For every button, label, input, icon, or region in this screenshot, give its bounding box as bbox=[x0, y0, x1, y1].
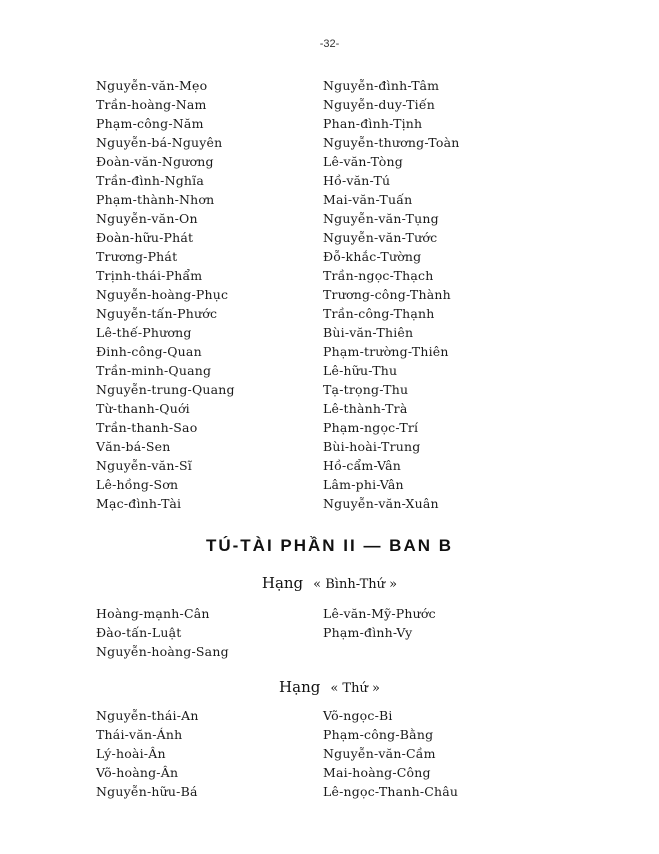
list-item: Võ-ngọc-Bi bbox=[323, 708, 393, 723]
rank-name: « Thứ » bbox=[330, 681, 380, 696]
list-item: Hồ-cẩm-Vân bbox=[323, 458, 401, 473]
list-item: Hồ-văn-Tú bbox=[323, 173, 391, 188]
list-item: Nguyễn-trung-Quang bbox=[96, 382, 235, 397]
list-item: Đoàn-văn-Ngương bbox=[96, 154, 214, 169]
list-item: Hoàng-mạnh-Cân bbox=[96, 606, 210, 621]
list-item: Lý-hoài-Ân bbox=[96, 746, 166, 761]
section-title: TÚ-TÀI PHẦN II — BAN B bbox=[205, 536, 454, 555]
list-item: Nguyễn-hữu-Bá bbox=[96, 784, 198, 799]
list-item: Bùi-hoài-Trung bbox=[323, 439, 421, 454]
list-item: Nguyễn-văn-Mẹo bbox=[96, 78, 208, 93]
list-item: Nguyễn-duy-Tiến bbox=[323, 97, 435, 112]
list-item: Nguyễn-hoàng-Phục bbox=[96, 287, 229, 302]
list-item: Lê-thế-Phương bbox=[96, 325, 192, 340]
binh-thu-list-left bbox=[96, 604, 229, 661]
list-item: Nguyễn-văn-Tước bbox=[323, 230, 438, 245]
list-item: Trần-thanh-Sao bbox=[96, 420, 198, 435]
list-item: Lâm-phi-Vân bbox=[323, 477, 404, 492]
page-number: -32- bbox=[319, 38, 340, 50]
list-item: Mạc-đình-Tài bbox=[96, 496, 182, 511]
binh-thu-list-right bbox=[323, 604, 436, 642]
list-item: Trần-ngọc-Thạch bbox=[323, 268, 434, 283]
list-item: Đinh-công-Quan bbox=[96, 344, 202, 359]
list-item: Nguyễn-bá-Nguyên bbox=[96, 135, 223, 150]
name-list-left bbox=[96, 76, 235, 513]
rank-name: « Bình-Thứ » bbox=[313, 577, 398, 592]
list-item: Lê-văn-Mỹ-Phước bbox=[323, 606, 436, 621]
list-item: Võ-hoàng-Ân bbox=[96, 765, 179, 780]
list-item: Nguyễn-thái-An bbox=[96, 708, 199, 723]
list-item: Đào-tấn-Luật bbox=[96, 625, 182, 640]
name-list-right bbox=[323, 76, 460, 513]
list-item: Trương-công-Thành bbox=[323, 287, 451, 302]
list-item: Phạm-ngọc-Trí bbox=[323, 420, 419, 435]
list-item: Nguyễn-hoàng-Sang bbox=[96, 644, 229, 659]
list-item: Đỗ-khắc-Tường bbox=[323, 249, 422, 264]
list-item: Lê-thành-Trà bbox=[323, 401, 408, 416]
list-item: Phạm-thành-Nhơn bbox=[96, 192, 215, 207]
list-item: Lê-ngọc-Thanh-Châu bbox=[323, 784, 459, 799]
list-item: Bùi-văn-Thiên bbox=[323, 325, 414, 340]
thu-list-left bbox=[96, 706, 199, 801]
list-item: Phan-đình-Tịnh bbox=[323, 116, 423, 131]
list-item: Nguyễn-đình-Tâm bbox=[323, 78, 440, 93]
list-item: Trương-Phát bbox=[96, 249, 178, 264]
list-item: Nguyễn-văn-Cầm bbox=[323, 746, 436, 761]
thu-list-right bbox=[323, 706, 458, 801]
list-item: Tạ-trọng-Thu bbox=[323, 382, 409, 397]
list-item: Nguyễn-văn-Xuân bbox=[323, 496, 439, 511]
list-item: Nguyễn-thương-Toàn bbox=[323, 135, 460, 150]
list-item: Trần-đình-Nghĩa bbox=[96, 173, 205, 188]
list-item: Phạm-công-Bằng bbox=[323, 727, 434, 742]
list-item: Trần-công-Thạnh bbox=[323, 306, 435, 321]
list-item: Thái-văn-Ánh bbox=[96, 727, 183, 742]
rank-label: Hạng bbox=[261, 574, 304, 592]
list-item: Nguyễn-văn-On bbox=[96, 211, 198, 226]
rank-heading-thu bbox=[0, 678, 659, 696]
list-item: Đoàn-hữu-Phát bbox=[96, 230, 194, 245]
list-item: Nguyễn-văn-Tụng bbox=[323, 211, 439, 226]
list-item: Mai-hoàng-Công bbox=[323, 765, 431, 780]
list-item: Phạm-trường-Thiên bbox=[323, 344, 449, 359]
rank-heading-binh-thu bbox=[0, 574, 659, 592]
list-item: Nguyễn-tấn-Phước bbox=[96, 306, 218, 321]
rank-label: Hạng bbox=[279, 678, 321, 696]
list-item: Nguyễn-văn-Sĩ bbox=[96, 458, 192, 473]
list-item: Văn-bá-Sen bbox=[96, 439, 171, 454]
list-item: Phạm-đình-Vy bbox=[323, 625, 413, 640]
list-item: Lê-văn-Tòng bbox=[323, 154, 403, 169]
list-item: Trịnh-thái-Phẩm bbox=[96, 268, 203, 283]
list-item: Phạm-công-Năm bbox=[96, 116, 204, 131]
list-item: Lê-hữu-Thu bbox=[323, 363, 398, 378]
list-item: Trần-hoàng-Nam bbox=[96, 97, 207, 112]
list-item: Mai-văn-Tuấn bbox=[323, 192, 413, 207]
list-item: Lê-hồng-Sơn bbox=[96, 477, 179, 492]
list-item: Trần-minh-Quang bbox=[96, 363, 212, 378]
list-item: Từ-thanh-Quới bbox=[96, 401, 190, 416]
